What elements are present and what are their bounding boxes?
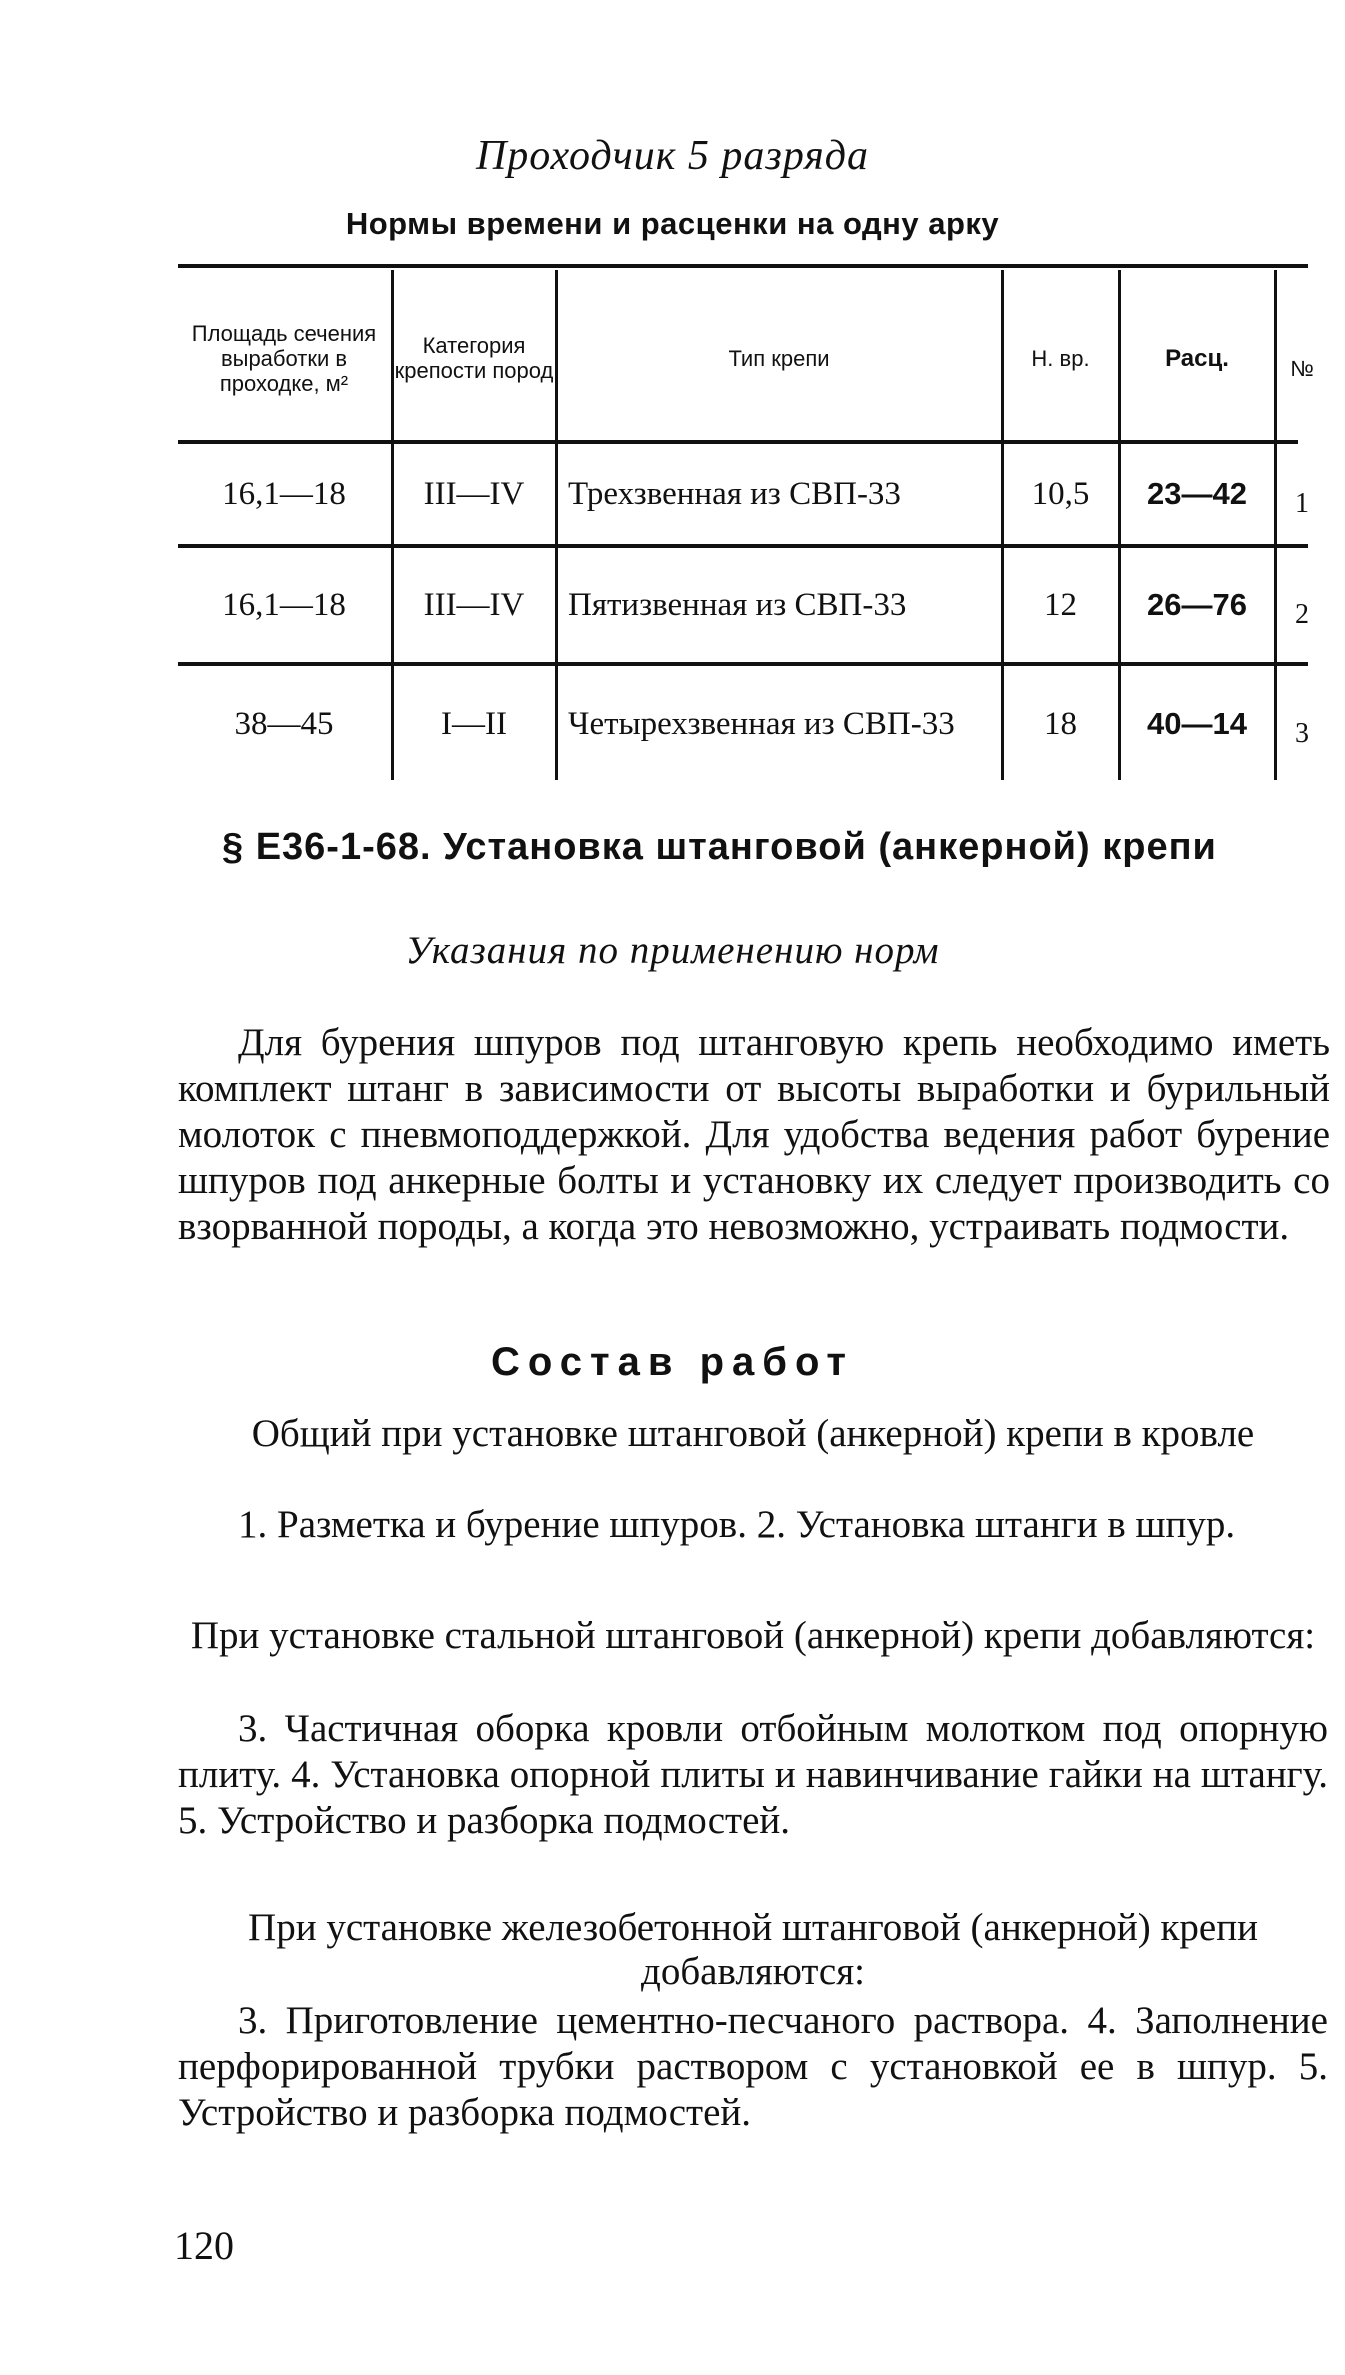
work-composition-heading: Состав работ [491, 1340, 854, 1384]
row-3-norm: 18 [1044, 705, 1077, 742]
work-block-3-text: 3. Приготовление цементно-песчаного раствора. 4. Заполнение перфорированной трубки раствором с установкой ее в шпур. 5. Устройство и разборка подмостей. [178, 1999, 1328, 2134]
row-1-type: Трехзвенная из СВП-33 [568, 476, 901, 512]
row-3-type: Четырехзвенная из СВП-33 [568, 706, 955, 742]
table-caption: Нормы времени и расценки на одну арку [345, 206, 1000, 241]
work-block-2-title: При установке стальной штанговой (анкерной) крепи добавляются: [190, 1614, 1316, 1657]
row-1-area: 16,1—18 [222, 475, 346, 512]
header-norm: Н. вр. [1031, 345, 1090, 371]
row-3-rate: 40—14 [1147, 706, 1247, 741]
row-1-norm: 10,5 [1031, 475, 1090, 512]
header-type: Тип крепи [728, 345, 830, 371]
row-2-num: 2 [1295, 599, 1309, 630]
row-3-num: 3 [1295, 718, 1309, 749]
norms-table [178, 264, 1345, 784]
header-num: № [1290, 355, 1314, 381]
instructions-paragraph: Для бурения шпуров под штанговую крепь необходимо иметь комплект штанг в зависимости от высоты выработки и бурильный молоток с пневмоподдержкой. Для удобства ведения работ бурение шпуров под анкерные болты и установку их следует производить со взорванной породы, а когда это невозможно, устраивать подмости. [178, 1021, 1330, 1248]
section-heading: § Е36-1-68. Установка штанговой (анкерной) крепи [222, 826, 1217, 868]
row-2-area: 16,1—18 [222, 586, 346, 623]
work-block-1-text: 1. Разметка и бурение шпуров. 2. Установка штанги в шпур. [238, 1503, 1236, 1546]
row-3-category: I—II [441, 705, 507, 742]
page-number: 120 [174, 2223, 234, 2268]
work-block-1-title: Общий при установке штанговой (анкерной) крепи в кровле [251, 1412, 1255, 1455]
row-1-category: III—IV [423, 475, 525, 512]
row-2-rate: 26—76 [1147, 587, 1247, 622]
instructions-heading: Указания по применению норм [405, 929, 940, 972]
row-2-norm: 12 [1044, 586, 1077, 623]
row-2-category: III—IV [423, 586, 525, 623]
row-1-num: 1 [1295, 488, 1309, 519]
work-block-3-title: При установке железобетонной штанговой (анкерной) крепи добавляются: [248, 1906, 1258, 1993]
header-area: Площадь сечения выработки в проходке, м² [191, 320, 377, 396]
work-block-2-text: 3. Частичная оборка кровли отбойным молотком под опорную плиту. 4. Установка опорной плиты и навинчивание гайки на штангу. 5. Устройство и разборка подмостей. [178, 1707, 1328, 1842]
table-top-rule [178, 264, 1308, 268]
page-title: Проходчик 5 разряда [475, 133, 870, 179]
row-2-bottom-rule [178, 662, 1308, 666]
row-3-area: 38—45 [234, 705, 334, 742]
row-1-rate: 23—42 [1147, 476, 1247, 511]
header-category: Категория крепости пород [394, 333, 554, 383]
row-1-bottom-rule [178, 544, 1308, 548]
row-2-type: Пятизвенная из СВП-33 [568, 587, 907, 623]
header-rate: Расц. [1165, 344, 1229, 372]
